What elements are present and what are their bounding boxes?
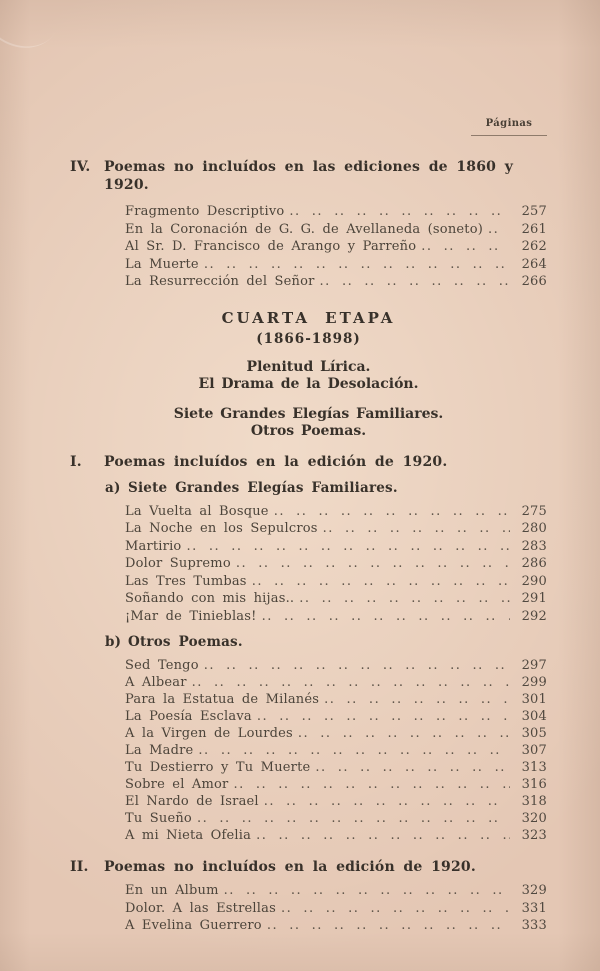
toc-entry <box>125 674 547 691</box>
toc-entry <box>125 256 547 274</box>
subsection-letter: b) <box>105 634 122 650</box>
subsection-title: Otros Poemas. <box>128 634 243 650</box>
subsection-heading-b <box>105 634 547 651</box>
toc-entry-page: 318 <box>521 794 547 809</box>
toc-entry-page: 304 <box>521 709 547 724</box>
toc-entry-page: 320 <box>521 811 547 826</box>
toc-entry-page: 299 <box>521 675 547 690</box>
section-title: Poemas no incluídos en las ediciones de 1860 y 1920. <box>104 159 514 193</box>
toc-entry-page: 290 <box>521 573 547 589</box>
toc-entry-page: 264 <box>521 256 547 272</box>
dot-leader <box>298 725 510 742</box>
dot-leader <box>256 827 510 844</box>
toc-entry-page: 262 <box>521 239 547 254</box>
dot-leader <box>192 674 510 691</box>
section-heading-iv <box>70 158 547 194</box>
toc-entry <box>125 573 547 591</box>
toc-entry <box>125 691 547 708</box>
dot-leader <box>262 608 510 626</box>
dot-leader <box>323 520 510 538</box>
toc-list-sub-b <box>70 657 547 844</box>
section-heading-ii <box>70 858 547 876</box>
part-title: CUARTA ETAPA <box>221 308 396 327</box>
dot-leader <box>324 691 510 708</box>
toc-entry <box>125 725 547 742</box>
subsection-heading-a <box>105 480 547 497</box>
toc-entry-title: El Nardo de Israel <box>125 794 259 809</box>
section-numeral: IV. <box>70 159 91 175</box>
toc-entry <box>125 503 547 521</box>
dot-leader <box>264 793 510 810</box>
toc-entry <box>125 273 547 291</box>
pages-column-header <box>471 111 547 136</box>
dot-leader <box>233 776 510 793</box>
section-title: Poemas no incluídos en la edición de 1920. <box>104 859 476 875</box>
toc-entry-title: Martirio <box>125 538 182 554</box>
dot-leader <box>488 221 510 239</box>
toc-entry-page: 283 <box>521 538 547 554</box>
toc-entry-page: 291 <box>521 591 547 606</box>
dot-leader <box>257 708 510 725</box>
toc-entry <box>125 742 547 759</box>
paper-crease <box>0 0 75 63</box>
toc-entry <box>125 793 547 810</box>
toc-entry <box>125 900 547 918</box>
section-numeral: II. <box>70 859 89 875</box>
toc-list-sub-a <box>70 503 547 626</box>
toc-entry-page: 313 <box>521 760 547 775</box>
toc-entry-title: Soñando con mis hijas.. <box>125 591 295 606</box>
dot-leader <box>281 900 510 918</box>
toc-entry <box>125 238 547 256</box>
toc-entry-page: 292 <box>521 608 547 624</box>
toc-entry-title: En la Coronación de G. G. de Avellaneda (soneto) <box>125 221 484 237</box>
subsection-title: Siete Grandes Elegías Familiares. <box>128 479 398 496</box>
toc-entry-page: 331 <box>521 900 547 916</box>
toc-entry-title: La Muerte <box>125 256 199 272</box>
part-subtitle-line: Plenitud Lírica. <box>246 358 371 375</box>
toc-entry-title: La Madre <box>125 743 194 758</box>
part-subtitle-group-2 <box>70 406 547 440</box>
subsection-letter: a) <box>105 479 121 496</box>
toc-entry <box>125 759 547 776</box>
toc-entry-title: La Vuelta al Bosque <box>125 503 269 519</box>
toc-entry-page: 301 <box>521 692 547 707</box>
toc-entry-title: Dolor Supremo <box>125 556 231 571</box>
dot-leader <box>224 882 510 900</box>
toc-entry-page: 316 <box>521 777 547 792</box>
toc-entry-page: 275 <box>521 503 547 519</box>
toc-entry <box>125 555 547 573</box>
toc-entry-title: La Poesía Esclava <box>125 709 252 724</box>
toc-entry <box>125 221 547 239</box>
dot-leader <box>315 759 510 776</box>
toc-entry <box>125 827 547 844</box>
dot-leader <box>299 590 510 608</box>
toc-entry-title: La Noche en los Sepulcros <box>125 521 318 536</box>
toc-entry <box>125 203 547 221</box>
part-subtitle-line: Otros Poemas. <box>250 422 367 439</box>
toc-entry-title: A Evelina Guerrero <box>125 918 262 933</box>
toc-entry <box>125 520 547 538</box>
part-subtitle-line: El Drama de la Desolación. <box>198 375 419 392</box>
toc-entry-title: Sobre el Amor <box>125 777 229 792</box>
toc-entry-title: La Resurrección del Señor <box>125 274 315 289</box>
toc-entry-title: Las Tres Tumbas <box>125 573 247 589</box>
section-title: Poemas incluídos en la edición de 1920. <box>104 453 448 470</box>
dot-leader <box>421 238 510 256</box>
toc-entry-title: A mi Nieta Ofelia <box>125 828 252 843</box>
toc-entry-title: Para la Estatua de Milanés <box>125 692 320 707</box>
toc-entry-title: A Albear <box>125 675 187 690</box>
part-subtitle-group-1 <box>70 359 547 393</box>
toc-entry <box>125 917 547 935</box>
toc-entry-page: 305 <box>521 726 547 741</box>
toc-entry-page: 307 <box>521 743 547 758</box>
toc-entry-page: 286 <box>521 556 547 571</box>
toc-entry-page: 261 <box>521 221 547 237</box>
dot-leader <box>267 917 510 935</box>
toc-entry-page: 323 <box>521 828 547 843</box>
toc-entry-title: Dolor. A las Estrellas <box>125 900 276 916</box>
toc-entry-title: En un Album <box>125 883 219 898</box>
dot-leader <box>204 657 510 674</box>
toc-entry-page: 280 <box>521 521 547 536</box>
toc-entry-title: Sed Tengo <box>125 658 199 673</box>
toc-entry-page: 257 <box>521 204 547 219</box>
toc-entry <box>125 776 547 793</box>
dot-leader <box>186 538 510 556</box>
toc-entry-title: Tu Destierro y Tu Muerte <box>125 760 311 775</box>
toc-entry <box>125 538 547 556</box>
toc-entry-title: A la Virgen de Lourdes <box>125 726 293 741</box>
section-numeral: I. <box>70 453 82 470</box>
dot-leader <box>289 203 510 221</box>
dot-leader <box>204 256 510 274</box>
toc-entry <box>125 608 547 626</box>
toc-entry-title: Fragmento Descriptivo <box>125 204 285 219</box>
toc-entry-title: ¡Mar de Tinieblas! <box>125 608 257 624</box>
toc-entry-title: Tu Sueño <box>125 811 192 826</box>
part-subtitle-line: Siete Grandes Elegías Familiares. <box>173 405 444 422</box>
toc-entry-page: 329 <box>521 883 547 898</box>
toc-entry-page: 333 <box>521 918 547 933</box>
toc-entry-title: Al Sr. D. Francisco de Arango y Parreño <box>125 239 417 254</box>
toc-entry-page: 266 <box>521 274 547 289</box>
toc-entry <box>125 590 547 608</box>
dot-leader <box>198 742 510 759</box>
section-heading-i <box>70 453 547 471</box>
toc-entry <box>125 810 547 827</box>
toc-entry <box>125 657 547 674</box>
toc-list-sec2 <box>70 882 547 935</box>
toc-content <box>70 0 547 935</box>
dot-leader <box>274 503 510 521</box>
dot-leader <box>252 573 510 591</box>
part-years: (1866-1898) <box>256 330 361 347</box>
toc-entry <box>125 882 547 900</box>
toc-entry <box>125 708 547 725</box>
toc-entry-page: 297 <box>521 658 547 673</box>
dot-leader <box>236 555 510 573</box>
dot-leader <box>197 810 510 827</box>
toc-list-sec4 <box>70 203 547 291</box>
pages-column-label: Páginas <box>485 118 533 129</box>
dot-leader <box>320 273 510 291</box>
